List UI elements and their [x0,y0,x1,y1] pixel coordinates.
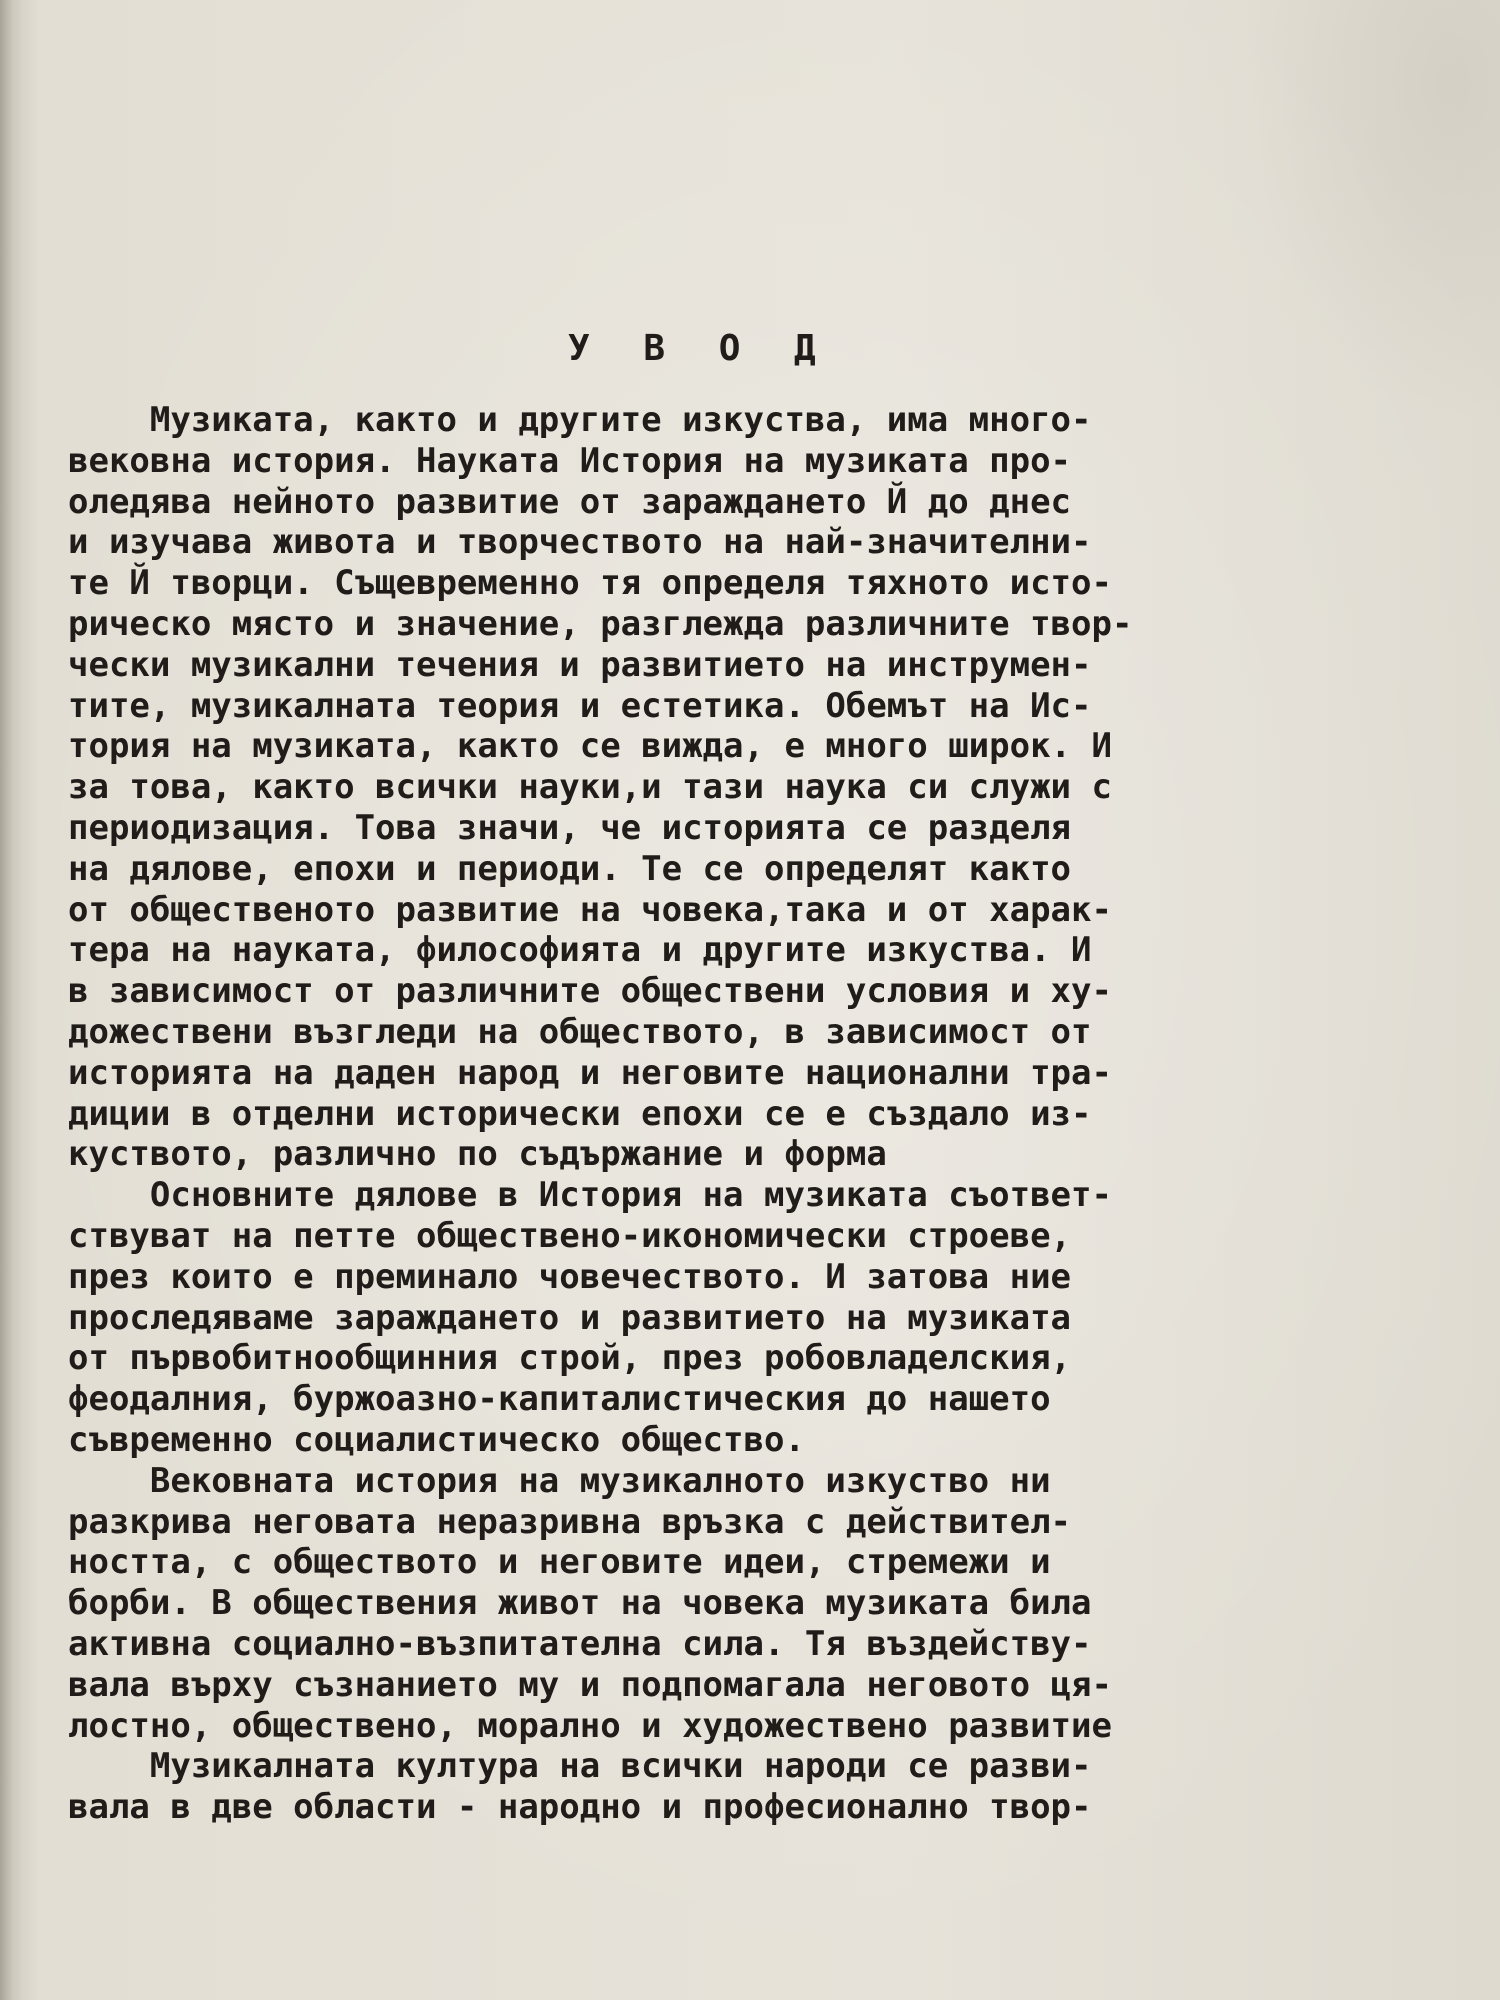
text-line: и изучава живота и творчеството на най-значителни- [68,522,1092,563]
text-line: лостно, обществено, морално и художествено развитие [68,1705,1112,1746]
text-line: тория на музиката, както се вижда, е много широк. И [68,726,1112,767]
text-line: те Й творци. Същевременно тя определя тяхното исто- [68,563,1112,604]
text-line: куството, различно по съдържание и форма [68,1134,887,1175]
text-line: в зависимост от различните обществени условия и ху- [68,971,1112,1012]
text-line: през които е преминало човечеството. И затова ние [68,1256,1072,1297]
text-line: проследяваме зараждането и развитието на музиката [68,1297,1072,1338]
text-line: дожествени възгледи на обществото, в зависимост от [68,1012,1092,1052]
text-line: борби. В обществения живот на човека музиката била [68,1583,1092,1624]
text-line: рическо място и значение, разглежда различните твор- [68,604,1133,644]
text-line: разкрива неговата неразривна връзка с действител- [68,1501,1072,1542]
text-line: периодизация. Това значи, че историята се разделя [68,808,1072,848]
text-line: вековна история. Науката История на музиката про- [68,440,1072,481]
text-line: Вековната история на музикалното изкуство ни [68,1460,1051,1501]
text-line: чески музикални течения и развитието на инструмен- [68,644,1092,685]
text-line: вала върху съзнанието му и подпомагала неговото ця- [68,1664,1112,1705]
text-line: вала в две области - народно и професионално твор- [68,1787,1092,1828]
text-line: ността, с обществото и неговите идеи, стремежи и [68,1542,1051,1583]
text-line: от общественото развитие на човека,така и от харак- [68,889,1112,930]
text-line: феодалния, буржоазно-капиталистическия до нашето [68,1379,1051,1420]
show-through-stain [1240,0,1500,420]
text-line: ствуват на петте обществено-икономически строеве, [68,1216,1072,1256]
text-line: Основните дялове в История на музиката съответ- [68,1175,1112,1216]
text-line: съвременно социалистическо общество. [68,1420,805,1460]
text-line: на дялове, епохи и периоди. Те се определят както [68,848,1072,889]
text-line: историята на даден народ и неговите национални тра- [68,1052,1112,1093]
page-spine-shadow [0,0,22,2000]
text-line: тера на науката, философията и другите изкуства. И [68,930,1092,971]
text-line: активна социално-възпитателна сила. Тя въздейству- [68,1624,1092,1664]
page-title: У В О Д [568,328,832,369]
text-line: оледява нейното развитие от зараждането Й до днес [68,481,1072,522]
text-line: диции в отделни исторически епохи се е създало из- [68,1093,1092,1134]
text-line: от първобитнообщинния строй, през робовладелския, [68,1338,1072,1379]
text-line: тите, музикалната теория и естетика. Обемът на Ис- [68,685,1092,726]
text-line: за това, както всички науки,и тази наука си служи с [68,767,1112,808]
text-line: Музикалната култура на всички народи се разви- [68,1746,1092,1787]
text-line: Музиката, както и другите изкуства, има много- [68,400,1092,440]
